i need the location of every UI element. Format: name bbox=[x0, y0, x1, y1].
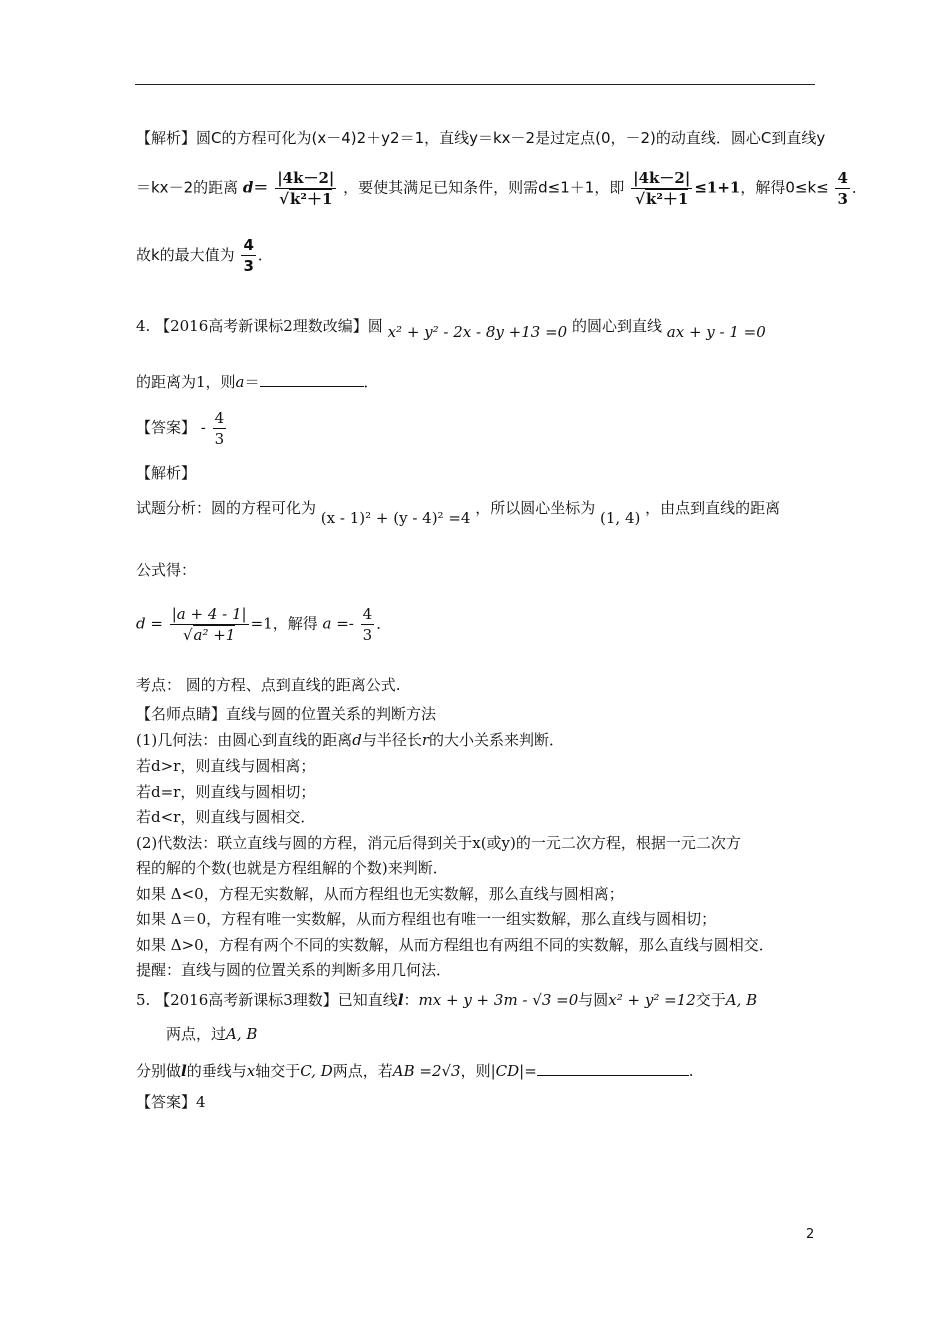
sqrt-symbol-3: √ bbox=[182, 626, 193, 644]
question-5-line-3 bbox=[136, 1061, 694, 1081]
points-cd: C, D bbox=[300, 1062, 333, 1080]
tip-line-4: 若d<r，则直线与圆相交． bbox=[136, 808, 316, 826]
standard-form-equation: (x - 1)² + (y - 4)² =4 bbox=[320, 509, 471, 527]
answer-blank bbox=[260, 372, 364, 387]
analysis-line-1 bbox=[136, 128, 825, 148]
question-5-heading: 5. 【2016高考新课标3理数】已知直线 bbox=[136, 991, 398, 1009]
tip-1-radius-text: 与半径长 bbox=[361, 731, 422, 749]
tip-line-7: 如果 Δ<0，方程无实数解，从而方程组也无实数解，那么直线与圆相离； bbox=[136, 885, 624, 903]
analysis-line-2-text: ＝kx－2的距离 bbox=[136, 178, 239, 197]
question-5-line-1 bbox=[136, 990, 757, 1010]
distance-eq: ＝ bbox=[253, 178, 269, 197]
line-equation: ax + y - 1 =0 bbox=[666, 323, 766, 341]
cd-length: |CD|= bbox=[490, 1062, 537, 1080]
distance-fraction-2 bbox=[631, 168, 692, 209]
line-end-mark: . bbox=[688, 1062, 694, 1080]
line-l: l bbox=[397, 991, 404, 1009]
answer-sign: - bbox=[200, 418, 206, 437]
center-text: ，所以圆心坐标为 bbox=[475, 499, 596, 517]
distance-fraction bbox=[275, 168, 336, 209]
circle-equation: x² + y² - 2x - 8y +13 =0 bbox=[387, 323, 568, 341]
distance-rhs: =1 bbox=[250, 614, 273, 633]
solution-numerator: 4 bbox=[362, 605, 373, 623]
ab-length: AB =2√3 bbox=[392, 1062, 461, 1080]
sqrt-symbol-2: √ bbox=[635, 190, 645, 208]
colon: ： bbox=[403, 991, 419, 1009]
with-circle-text: 与圆 bbox=[578, 991, 609, 1009]
question-4-line-1 bbox=[136, 316, 766, 341]
question-4-analysis-label: 【解析】 bbox=[136, 464, 197, 482]
distance-formula-fraction bbox=[170, 604, 249, 645]
max-value-fraction bbox=[241, 235, 255, 276]
q5-text-e: ，则 bbox=[460, 1062, 491, 1080]
header-rule bbox=[135, 84, 815, 85]
distance-denominator-2 bbox=[631, 189, 692, 209]
distance-formula-text: ，由点到直线的距离 bbox=[645, 499, 781, 517]
tip-1-end: 的大小关系来判断． bbox=[429, 731, 565, 749]
circle-equation-5: x² + y² =12 bbox=[608, 991, 696, 1009]
question-4-distance-formula bbox=[136, 604, 391, 645]
page-number: 2 bbox=[806, 1227, 815, 1242]
tip-line-2: 若d>r，则直线与圆相离； bbox=[136, 757, 316, 775]
tip-1-text: (1)几何法：由圆心到直线的距离 bbox=[136, 731, 353, 749]
tip-title: 【名师点睛】直线与圆的位置关系的判断方法 bbox=[136, 705, 437, 723]
distance-lhs: d = bbox=[136, 614, 163, 633]
tip-line-8: 如果 Δ＝0，方程有唯一实数解，从而方程组也有唯一一组实数解，那么直线与圆相切； bbox=[136, 910, 717, 928]
line-end-mark: ． bbox=[257, 246, 273, 264]
sqrt-symbol: √ bbox=[279, 190, 289, 208]
tip-line-9: 如果 Δ>0，方程有两个不同的实数解，从而方程组也有两组不同的实数解，那么直线与圆相交． bbox=[136, 936, 774, 954]
line-end-mark: ． bbox=[851, 178, 867, 197]
analysis-line-2 bbox=[136, 168, 867, 209]
distance-numerator-2: |4k－2| bbox=[633, 169, 691, 187]
radicand: k²＋1 bbox=[290, 190, 333, 208]
max-value-text: 故k的最大值为 bbox=[136, 246, 235, 264]
analysis-line-3 bbox=[136, 235, 273, 276]
question-5-line-2-text: 两点，过 bbox=[166, 1025, 227, 1043]
question-5-answer: 【答案】4 bbox=[136, 1093, 206, 1111]
solution-lhs: a =- bbox=[322, 614, 354, 633]
max-value-denominator: 3 bbox=[243, 257, 254, 275]
distance-numerator: |4k－2| bbox=[277, 169, 335, 187]
line-l-equation: mx + y + 3m - √3 =0 bbox=[418, 991, 579, 1009]
answer-label: 【答案】 bbox=[136, 418, 197, 437]
q5-text-b: 的垂线与 bbox=[186, 1062, 247, 1080]
radicand-3: a² +1 bbox=[193, 626, 236, 644]
q5-text-c: 轴交于 bbox=[255, 1062, 301, 1080]
distance-var: d bbox=[242, 178, 254, 197]
solve-text: ，解得0≤k≤ bbox=[740, 178, 829, 197]
k-bound-fraction bbox=[835, 168, 849, 209]
line-end-mark: ． bbox=[363, 373, 379, 391]
kaodian-line: 考点： 圆的方程、点到直线的距离公式. bbox=[136, 676, 401, 694]
solution-fraction bbox=[361, 604, 375, 645]
k-bound-denominator: 3 bbox=[837, 190, 848, 208]
q5-text-a: 分别做 bbox=[136, 1062, 182, 1080]
tip-line-1 bbox=[136, 730, 564, 750]
analysis-line-1-text: 【解析】圆C的方程可化为(x－4)2＋y2＝1，直线y＝kx－2是过定点(0，－2)的动直线．圆心C到直线y bbox=[136, 129, 826, 147]
question-4-line-2 bbox=[136, 372, 379, 392]
inequality-rhs: ≤1+1 bbox=[694, 178, 741, 197]
k-bound-numerator: 4 bbox=[837, 169, 848, 187]
question-4-mid-text: 的圆心到直线 bbox=[571, 317, 662, 335]
solution-denominator: 3 bbox=[362, 626, 373, 644]
question-4-distance-text: 的距离为1，则 bbox=[136, 373, 236, 391]
question-4-formula-label: 公式得： bbox=[136, 561, 197, 579]
solve-label: ，解得 bbox=[272, 614, 318, 633]
q5-text-d: 两点，若 bbox=[332, 1062, 393, 1080]
question-4-answer bbox=[136, 408, 228, 449]
tip-1-d: d bbox=[352, 731, 362, 749]
radicand-2: k²＋1 bbox=[645, 190, 689, 208]
points-ab-2: A, B bbox=[226, 1025, 258, 1043]
tip-line-3: 若d=r，则直线与圆相切； bbox=[136, 783, 316, 801]
tip-line-10: 提醒：直线与圆的位置关系的判断多用几何法． bbox=[136, 961, 452, 979]
question-4-analysis-line bbox=[136, 498, 781, 527]
intersect-text: 交于 bbox=[695, 991, 726, 1009]
variable-a: a bbox=[235, 373, 245, 391]
distance-denominator bbox=[275, 189, 336, 209]
distance-formula-numerator: |a + 4 - 1| bbox=[171, 605, 247, 623]
condition-text: ，要使其满足已知条件，则需d≤1＋1，即 bbox=[343, 178, 625, 197]
line-l-2: l bbox=[181, 1062, 187, 1080]
line-end-mark: ． bbox=[376, 614, 392, 633]
tip-line-5: (2)代数法：联立直线与圆的方程，消元后得到关于x(或y)的一元二次方程，根据一元二次方 bbox=[136, 834, 741, 852]
tip-line-6: 程的解的个数(也就是方程组解的个数)来判断． bbox=[136, 859, 448, 877]
question-4-heading: 4. 【2016高考新课标2理数改编】圆 bbox=[136, 317, 383, 335]
answer-fraction bbox=[213, 408, 227, 449]
center-point: (1, 4) bbox=[600, 509, 641, 527]
tip-1-r: r bbox=[421, 731, 430, 749]
answer-numerator: 4 bbox=[214, 409, 225, 427]
max-value-numerator: 4 bbox=[243, 236, 254, 254]
answer-blank-5 bbox=[537, 1061, 689, 1076]
analysis-text: 试题分析：圆的方程可化为 bbox=[136, 499, 317, 517]
distance-formula-denominator bbox=[170, 625, 249, 645]
points-ab: A, B bbox=[725, 991, 758, 1009]
equals-sign: ＝ bbox=[244, 373, 260, 391]
question-5-line-2 bbox=[166, 1024, 257, 1044]
x-axis-var: x bbox=[246, 1062, 256, 1080]
answer-denominator: 3 bbox=[214, 430, 225, 448]
